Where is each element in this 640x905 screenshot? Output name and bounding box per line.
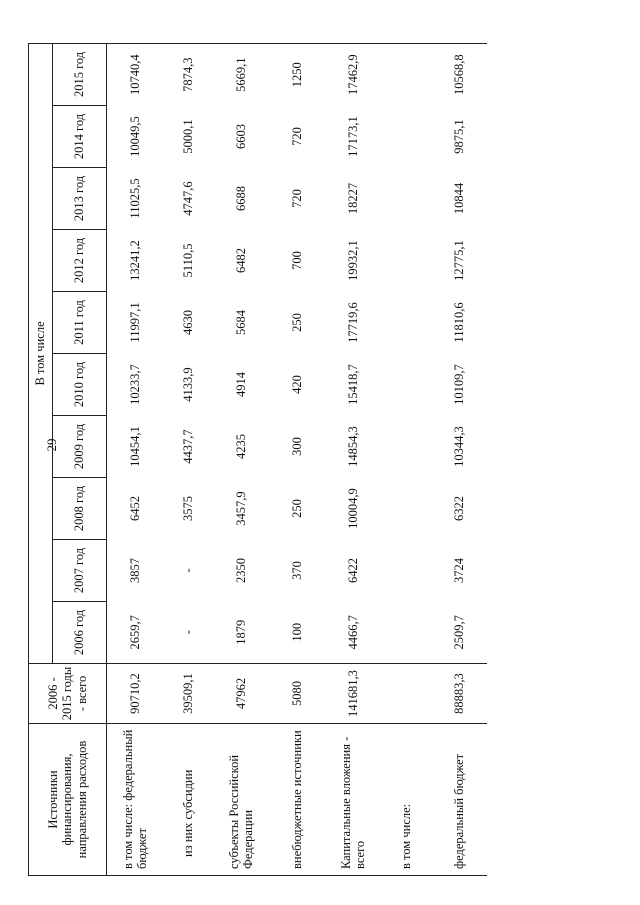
- header-year: 2015 год: [53, 43, 107, 105]
- row-year-value: -: [180, 630, 195, 635]
- row-year-value: 4437,7: [180, 429, 195, 464]
- row-year-value: 6482: [233, 248, 248, 273]
- financing-table: [28, 43, 487, 876]
- row-year-value: 11997,1: [127, 302, 142, 343]
- row-year-value: 4747,6: [180, 181, 195, 216]
- row-label: в том числе:: [381, 724, 431, 876]
- row-year-value: 18227: [345, 182, 360, 215]
- header-year: 2012 год: [53, 230, 107, 292]
- row-year-value: [381, 354, 431, 416]
- row-total: 47962: [213, 664, 269, 724]
- row-year-value: 4630: [180, 310, 195, 335]
- row-year-value: -: [180, 568, 195, 573]
- row-year-value: 17173,1: [345, 116, 360, 157]
- row-year-value: 6422: [345, 558, 360, 583]
- row-year-value: 250: [289, 499, 304, 518]
- row-year-value: 6688: [233, 186, 248, 211]
- rotated-table-container: [28, 44, 588, 876]
- row-year-value: 2659,7: [127, 615, 142, 650]
- row-year-value: 10844: [451, 182, 466, 215]
- row-year-value: 10740,4: [107, 43, 164, 105]
- row-total: 88883,3: [431, 664, 487, 724]
- row-year-value: 6603: [233, 124, 248, 149]
- row-year-value: 3457,9: [233, 491, 248, 526]
- row-year-value: [381, 416, 431, 478]
- row-year-value: 10004,9: [345, 488, 360, 529]
- row-year-value: [381, 230, 431, 292]
- table-row: [381, 43, 431, 875]
- row-label: субъекты Российской Федерации: [213, 724, 269, 876]
- row-year-value: 100: [289, 622, 304, 642]
- row-year-value: 13241,2: [127, 240, 142, 281]
- row-year-value: 370: [289, 561, 304, 580]
- row-year-value: 5000,1: [180, 119, 195, 154]
- row-year-value: 3724: [451, 558, 466, 583]
- row-label: внебюджетные источники: [269, 724, 325, 876]
- row-year-value: 4133,9: [180, 367, 195, 402]
- table-row: [325, 43, 381, 875]
- row-year-value: 4235: [233, 434, 248, 459]
- row-year-value: [381, 602, 431, 664]
- row-label: из них субсидии: [163, 724, 213, 876]
- header-year: 2013 год: [53, 168, 107, 230]
- row-year-value: 9875,1: [451, 119, 466, 154]
- row-year-value: 10454,1: [127, 426, 142, 467]
- row-year-value: 420: [289, 375, 304, 394]
- row-year-value: 5110,5: [180, 243, 195, 278]
- row-year-value: 6322: [451, 496, 466, 521]
- row-year-value: [381, 106, 431, 168]
- row-year-value: 10233,7: [127, 364, 142, 405]
- row-year-value: 250: [289, 313, 304, 332]
- table-row: [213, 43, 269, 875]
- row-year-value: 10109,7: [451, 364, 466, 405]
- row-year-value: 5684: [233, 310, 248, 335]
- row-year-value: 2350: [233, 558, 248, 583]
- table-row: [431, 43, 487, 875]
- row-year-value: [381, 478, 431, 540]
- row-year-value: 700: [289, 251, 304, 270]
- header-including: В том числе: [29, 43, 53, 663]
- row-year-value: 10049,5: [127, 116, 142, 157]
- row-year-value: 3575: [180, 496, 195, 521]
- header-year: 2009 год: [53, 416, 107, 478]
- page-number: 29: [44, 438, 59, 452]
- row-label: федеральный бюджет: [431, 724, 487, 876]
- header-source: Источники финансирования, направления расходов: [29, 724, 107, 876]
- row-year-value: 19932,1: [345, 240, 360, 281]
- row-year-value: 1250: [269, 43, 325, 105]
- row-year-value: 17719,6: [345, 302, 360, 343]
- row-year-value: [381, 168, 431, 230]
- header-year: 2010 год: [53, 354, 107, 416]
- row-total: 39509,1: [163, 664, 213, 724]
- row-year-value: 17462,9: [325, 43, 381, 105]
- row-year-value: 300: [289, 437, 304, 456]
- row-total: 90710,2: [107, 664, 164, 724]
- row-total: 141681,3: [325, 664, 381, 724]
- header-year: 2007 год: [53, 540, 107, 602]
- row-year-value: [381, 292, 431, 354]
- row-year-value: 11025,5: [127, 178, 142, 219]
- table-row: [107, 43, 164, 875]
- row-year-value: 1879: [233, 619, 248, 645]
- row-year-value: 3857: [127, 558, 142, 583]
- row-year-value: 720: [289, 189, 304, 208]
- row-year-value: 2509,7: [451, 615, 466, 650]
- row-year-value: 6452: [127, 496, 142, 521]
- row-year-value: 12775,1: [451, 240, 466, 281]
- row-year-value: 720: [289, 127, 304, 146]
- header-year: 2008 год: [53, 478, 107, 540]
- row-year-value: 11810,6: [451, 302, 466, 343]
- row-year-value: 15418,7: [345, 364, 360, 405]
- header-year: 2014 год: [53, 106, 107, 168]
- row-year-value: 5669,1: [213, 43, 269, 105]
- header-year: 2006 год: [53, 602, 107, 664]
- row-year-value: 14854,3: [345, 426, 360, 467]
- row-label: Капитальные вложения - всего: [325, 724, 381, 876]
- row-label: в том числе: федеральный бюджет: [107, 724, 164, 876]
- row-year-value: [381, 43, 431, 105]
- row-year-value: 4466,7: [345, 615, 360, 650]
- row-total: [381, 664, 431, 724]
- header-total: 2006 - 2015 годы - всего: [29, 664, 107, 724]
- row-year-value: 10568,8: [431, 43, 487, 105]
- header-year: 2011 год: [53, 292, 107, 354]
- row-year-value: [381, 540, 431, 602]
- row-total: 5080: [269, 664, 325, 724]
- row-year-value: 4914: [233, 372, 248, 397]
- row-year-value: 7874,3: [163, 43, 213, 105]
- table-row: [269, 43, 325, 875]
- table-row: [163, 43, 213, 875]
- row-year-value: 10344,3: [451, 426, 466, 467]
